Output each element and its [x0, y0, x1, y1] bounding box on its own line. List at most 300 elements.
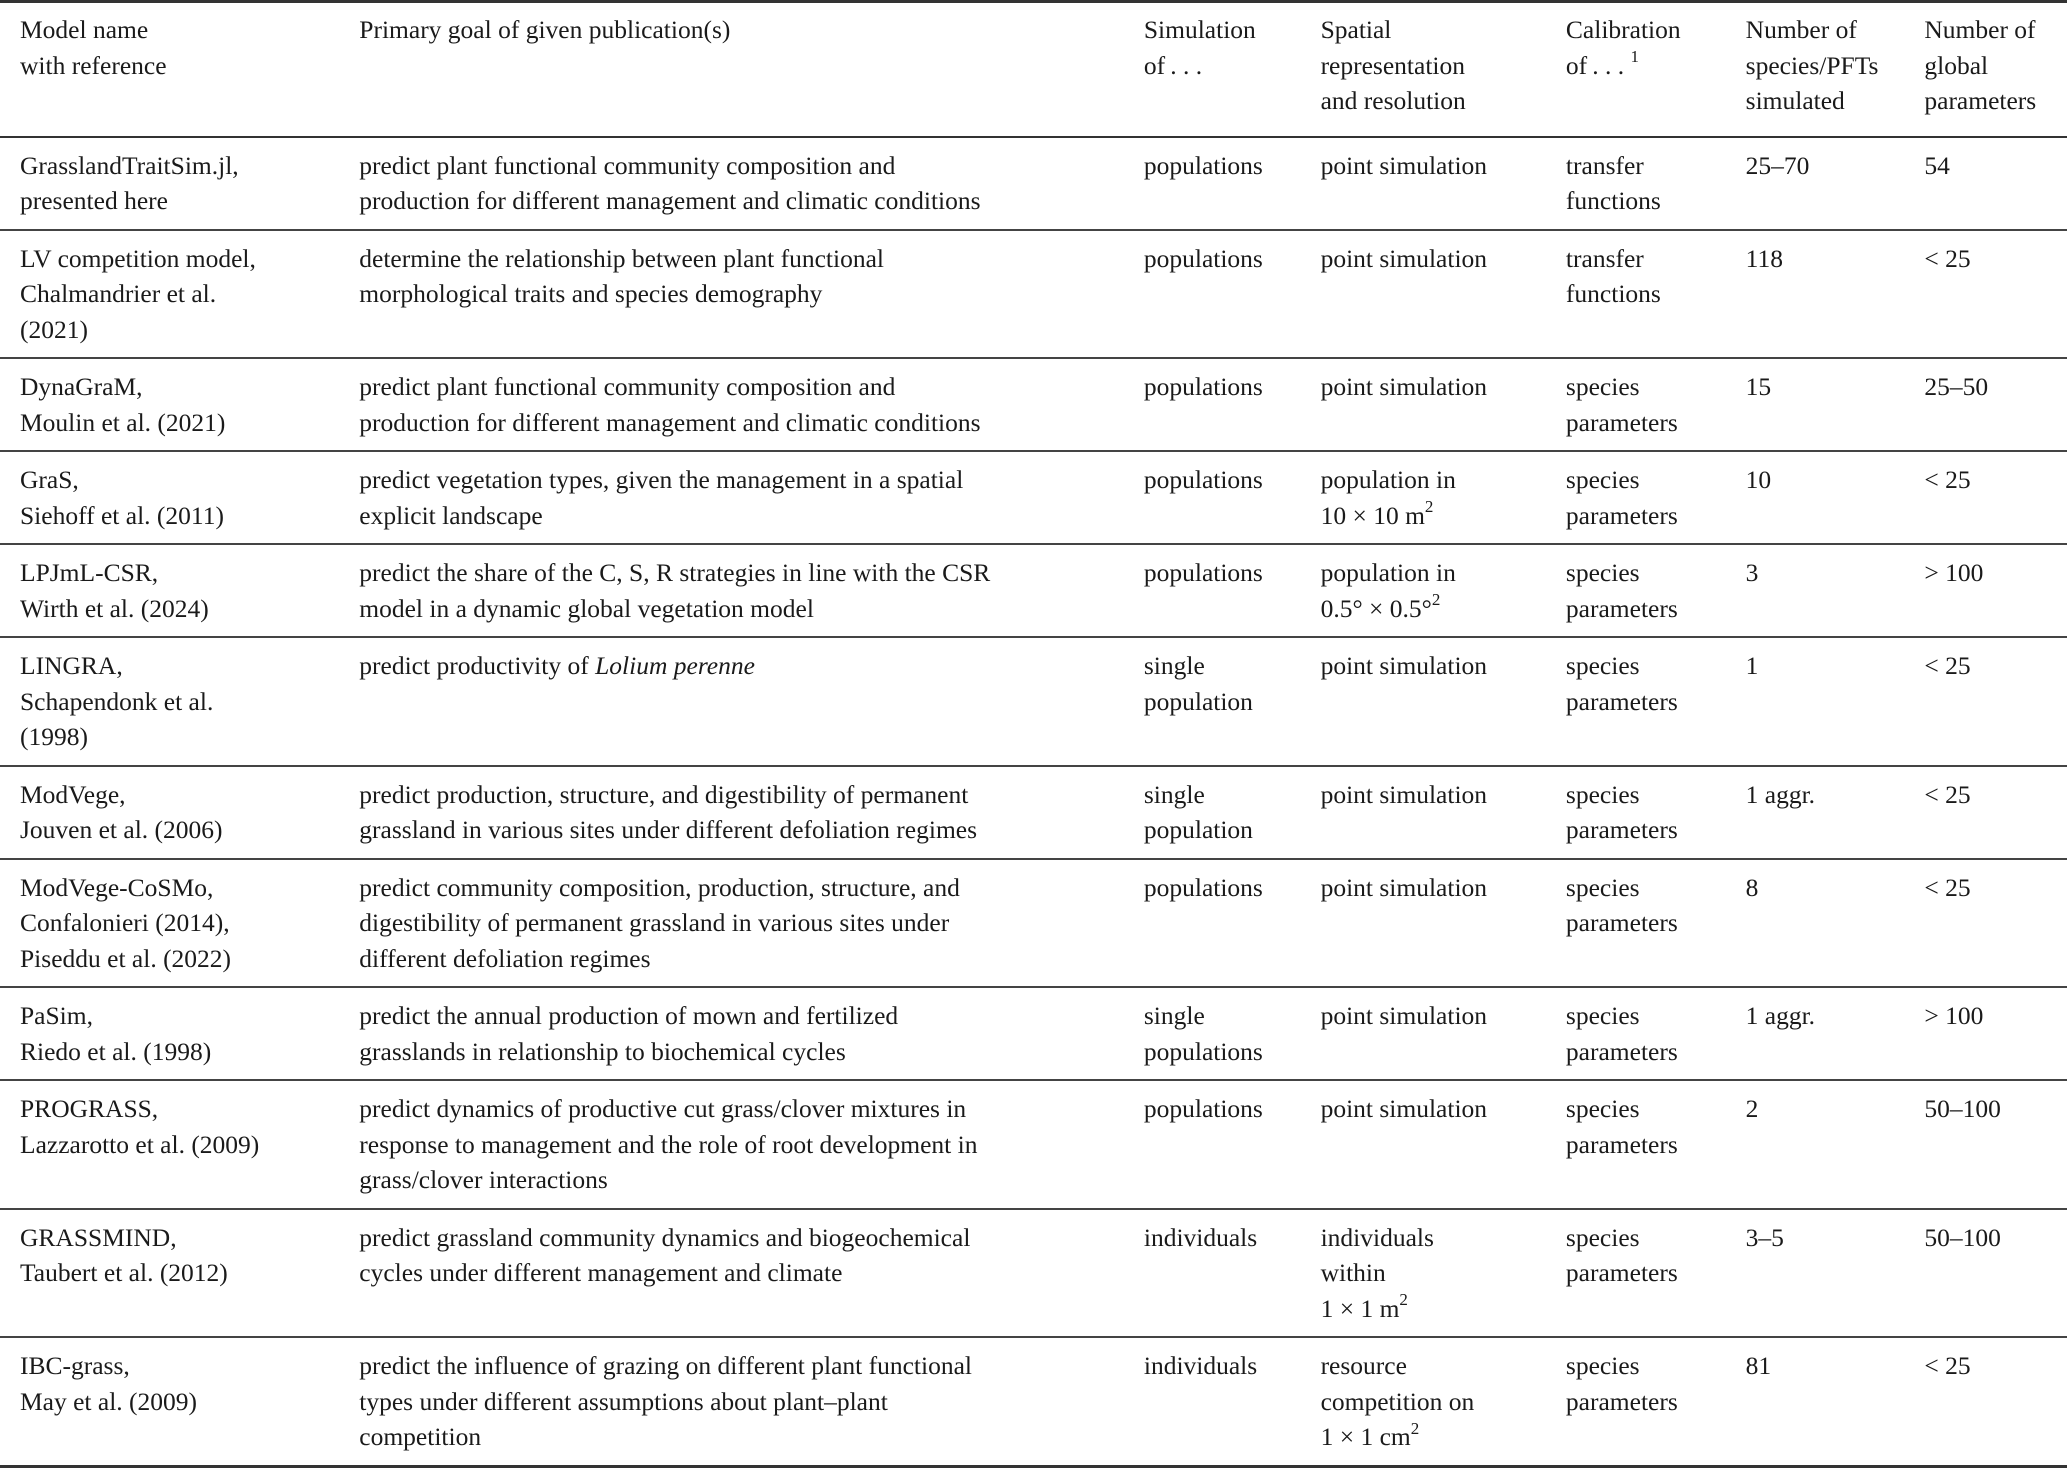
header-text: Number of — [1745, 15, 1857, 44]
cell-text: LINGRA, — [20, 651, 123, 680]
cell-line — [1566, 1255, 1726, 1291]
cell-model-name — [0, 451, 339, 544]
cell-text: point simulation — [1320, 1094, 1488, 1123]
cell-number-of-species: 25–70 — [1745, 150, 1810, 180]
cell-text: 10 × 10 m — [1320, 500, 1425, 530]
cell-text: grasslands in relationship to biochemical cycles — [359, 1036, 846, 1066]
cell-spatial-representation — [1301, 766, 1546, 859]
cell-number-of-species: 1 — [1745, 651, 1759, 680]
cell-text: point simulation — [1320, 372, 1488, 401]
superscript: 2 — [1424, 497, 1434, 516]
cell-spatial-representation — [1301, 637, 1546, 766]
cell-line — [1321, 1419, 1546, 1455]
table-row — [0, 1209, 2067, 1338]
header-line — [20, 12, 339, 48]
header-line — [359, 12, 1124, 48]
cell-text: ModVege-CoSMo, — [20, 872, 214, 902]
cell-calibration-of — [1546, 544, 1726, 637]
cell-simulation-of — [1124, 1209, 1301, 1338]
cell-text: transfer — [1565, 243, 1644, 273]
cell-text: 1 × 1 cm — [1320, 1422, 1411, 1451]
cell-line — [1566, 1034, 1726, 1070]
cell-line — [20, 1384, 339, 1420]
cell-text: populations — [1143, 872, 1263, 902]
header-text: Calibration — [1565, 15, 1681, 44]
cell-text: LPJmL-CSR, — [20, 558, 159, 587]
cell-line — [20, 498, 339, 534]
cell-text: population — [1143, 815, 1253, 844]
cell-simulation-of — [1124, 451, 1301, 544]
cell-line — [20, 1034, 339, 1070]
table-row — [0, 987, 2067, 1080]
cell-text: populations — [1143, 1036, 1263, 1066]
cell-model-name — [0, 987, 339, 1080]
cell-text: predict dynamics of productive cut grass/clover mixtures in — [359, 1094, 967, 1123]
cell-number-of-parameters: < 25 — [1924, 651, 1971, 680]
header-text: simulated — [1745, 86, 1845, 115]
cell-line — [359, 148, 1124, 184]
cell-line — [20, 719, 339, 755]
cell-line — [20, 405, 339, 441]
cell-line — [359, 1384, 1124, 1420]
cell-line — [1566, 555, 1726, 591]
cell-text: single — [1143, 779, 1205, 809]
cell-text: species — [1565, 1094, 1640, 1123]
cell-number-of-parameters: 25–50 — [1924, 372, 1989, 401]
cell-line — [1321, 241, 1546, 277]
cell-line — [1144, 684, 1301, 720]
cell-text: GraS, — [20, 465, 79, 494]
table-row — [0, 637, 2067, 766]
cell-line — [359, 241, 1124, 277]
cell-text: digestibility of permanent grassland in various sites under — [359, 908, 950, 937]
cell-line — [20, 998, 339, 1034]
cell-line — [359, 498, 1124, 534]
cell-line — [20, 684, 339, 720]
cell-line — [1321, 1091, 1546, 1127]
cell-text: resource — [1320, 1351, 1407, 1380]
cell-line — [1144, 1034, 1301, 1070]
cell-model-name — [0, 766, 339, 859]
cell-line — [359, 1127, 1124, 1163]
cell-line — [20, 183, 339, 219]
cell-line — [20, 777, 339, 813]
cell-text: IBC-grass, — [20, 1351, 130, 1380]
cell-text: populations — [1143, 558, 1263, 587]
cell-spatial-representation — [1301, 230, 1546, 359]
cell-text: within — [1320, 1258, 1386, 1287]
cell-text: 1 × 1 m — [1320, 1293, 1400, 1323]
cell-simulation-of — [1124, 1337, 1301, 1466]
header-text: representation — [1320, 50, 1465, 80]
cell-simulation-of — [1124, 637, 1301, 766]
cell-line — [20, 312, 339, 348]
cell-model-name — [0, 358, 339, 451]
cell-spatial-representation — [1301, 1337, 1546, 1466]
cell-text: competition — [359, 1422, 482, 1451]
header-number-of-species — [1726, 2, 1905, 137]
cell-text: parameters — [1565, 1386, 1678, 1416]
header-line — [1321, 12, 1546, 48]
cell-line — [359, 905, 1124, 941]
cell-line — [1566, 777, 1726, 813]
cell-line — [20, 812, 339, 848]
cell-line — [1566, 1384, 1726, 1420]
footnote-marker: 1 — [1630, 47, 1640, 66]
cell-line — [1566, 870, 1726, 906]
cell-calibration-of — [1546, 859, 1726, 988]
cell-text: LV competition model, — [20, 243, 256, 273]
cell-model-name — [0, 544, 339, 637]
cell-text: Confalonieri (2014), — [20, 908, 230, 937]
cell-spatial-representation — [1301, 859, 1546, 988]
cell-text: predict vegetation types, given the management in a spatial — [359, 465, 964, 494]
cell-line — [1566, 905, 1726, 941]
cell-line — [20, 941, 339, 977]
cell-line — [1321, 870, 1546, 906]
cell-number-of-species: 8 — [1745, 872, 1759, 902]
header-text: of . . . — [1565, 50, 1631, 80]
cell-line — [1321, 591, 1546, 627]
cell-line — [20, 1348, 339, 1384]
cell-text: Moulin et al. (2021) — [20, 407, 226, 437]
cell-line — [359, 462, 1124, 498]
cell-primary-goal — [339, 637, 1124, 766]
cell-line — [1566, 1348, 1726, 1384]
header-text: Spatial — [1320, 15, 1392, 44]
cell-line — [1321, 648, 1546, 684]
cell-line — [20, 1091, 339, 1127]
cell-number-of-species: 81 — [1745, 1351, 1772, 1380]
cell-line — [20, 1255, 339, 1291]
cell-number-of-parameters: < 25 — [1924, 872, 1971, 902]
cell-line — [1144, 777, 1301, 813]
cell-calibration-of — [1546, 1080, 1726, 1209]
header-line — [1321, 83, 1546, 119]
cell-line — [20, 462, 339, 498]
cell-number-of-species: 1 aggr. — [1745, 1001, 1816, 1030]
cell-text: species — [1565, 1001, 1640, 1030]
header-text: Simulation — [1143, 15, 1256, 44]
cell-model-name — [0, 859, 339, 988]
cell-text: functions — [1565, 186, 1661, 215]
cell-line — [20, 148, 339, 184]
cell-text: parameters — [1565, 593, 1678, 623]
cell-simulation-of — [1124, 544, 1301, 637]
cell-calibration-of — [1546, 766, 1726, 859]
header-line — [1144, 12, 1301, 48]
header-text: and resolution — [1320, 86, 1466, 115]
cell-simulation-of — [1124, 230, 1301, 359]
cell-line — [359, 1034, 1124, 1070]
cell-text: species — [1565, 872, 1640, 902]
cell-text: populations — [1143, 372, 1263, 401]
cell-text: determine the relationship between plant functional — [359, 243, 884, 273]
cell-text: predict plant functional community composition and — [359, 372, 896, 401]
cell-line — [359, 183, 1124, 219]
cell-line — [359, 1255, 1124, 1291]
header-model-name — [0, 2, 339, 137]
cell-line — [359, 591, 1124, 627]
cell-text: population in — [1320, 465, 1456, 494]
cell-model-name — [0, 1209, 339, 1338]
cell-text: Jouven et al. (2006) — [20, 815, 223, 844]
cell-text: species — [1565, 372, 1640, 401]
cell-primary-goal — [339, 451, 1124, 544]
cell-text: Riedo et al. (1998) — [20, 1036, 212, 1066]
header-line — [1746, 83, 1905, 119]
cell-line — [1144, 812, 1301, 848]
table-row — [0, 137, 2067, 230]
superscript: 2 — [1410, 1418, 1420, 1438]
cell-line — [1566, 183, 1726, 219]
header-text: species/PFTs — [1745, 50, 1879, 80]
cell-number-of-species: 1 aggr. — [1745, 779, 1816, 809]
cell-text: GrasslandTraitSim.jl, — [20, 150, 239, 180]
cell-line — [1321, 777, 1546, 813]
cell-line — [1321, 1255, 1546, 1291]
cell-text: parameters — [1565, 1036, 1678, 1066]
cell-text: GRASSMIND, — [20, 1222, 177, 1252]
header-text: Number of — [1924, 15, 2036, 44]
cell-text: predict the share of the C, S, R strategies in line with the CSR — [359, 558, 991, 587]
cell-primary-goal — [339, 137, 1124, 230]
cell-text: DynaGraM, — [20, 372, 143, 401]
header-line — [1924, 48, 2067, 84]
cell-primary-goal — [339, 544, 1124, 637]
cell-text: population — [1143, 686, 1253, 716]
cell-line — [359, 1220, 1124, 1256]
cell-text: grass/clover interactions — [359, 1165, 608, 1194]
cell-model-name — [0, 137, 339, 230]
cell-primary-goal — [339, 987, 1124, 1080]
header-primary-goal — [339, 2, 1124, 137]
cell-model-name — [0, 1080, 339, 1209]
cell-text: functions — [1565, 279, 1661, 308]
cell-primary-goal — [339, 1337, 1124, 1466]
cell-line — [1566, 498, 1726, 534]
cell-text: different defoliation regimes — [359, 943, 651, 973]
cell-line — [359, 812, 1124, 848]
cell-text: May et al. (2009) — [20, 1386, 198, 1416]
cell-text: predict productivity of — [359, 651, 596, 680]
cell-number-of-parameters: 50–100 — [1924, 1222, 2001, 1252]
cell-text: parameters — [1565, 1129, 1678, 1159]
cell-text: predict the influence of grazing on different plant functional — [359, 1351, 972, 1380]
cell-text: 0.5° × 0.5° — [1320, 593, 1432, 623]
cell-line — [1144, 998, 1301, 1034]
cell-line — [359, 1162, 1124, 1198]
cell-spatial-representation — [1301, 987, 1546, 1080]
cell-text: species — [1565, 779, 1640, 809]
cell-line — [1566, 1127, 1726, 1163]
cell-simulation-of — [1124, 987, 1301, 1080]
cell-spatial-representation — [1301, 137, 1546, 230]
table-row — [0, 358, 2067, 451]
cell-primary-goal — [339, 766, 1124, 859]
cell-number-of-species: 3–5 — [1745, 1222, 1784, 1252]
cell-text: predict plant functional community composition and — [359, 150, 896, 180]
cell-line — [20, 905, 339, 941]
cell-text: parameters — [1565, 407, 1678, 437]
cell-text: predict grassland community dynamics and biogeochemical — [359, 1222, 971, 1252]
header-text: Model name — [20, 15, 149, 44]
cell-text: grassland in various sites under different defoliation regimes — [359, 815, 978, 844]
cell-text: point simulation — [1320, 651, 1488, 680]
header-line — [1566, 48, 1726, 84]
header-spatial-representation — [1301, 2, 1546, 137]
cell-line — [359, 1348, 1124, 1384]
cell-line — [1321, 462, 1546, 498]
cell-text: point simulation — [1320, 872, 1488, 902]
cell-calibration-of — [1546, 358, 1726, 451]
cell-line — [1321, 1291, 1546, 1327]
cell-text: presented here — [20, 186, 168, 215]
cell-spatial-representation — [1301, 358, 1546, 451]
cell-model-name — [0, 637, 339, 766]
header-line — [1566, 12, 1726, 48]
cell-text: model in a dynamic global vegetation model — [359, 593, 814, 623]
cell-text: populations — [1143, 1094, 1263, 1123]
cell-spatial-representation — [1301, 1080, 1546, 1209]
table-body — [0, 137, 2067, 1467]
cell-line — [359, 1419, 1124, 1455]
cell-text: species — [1565, 1351, 1640, 1380]
cell-line — [20, 591, 339, 627]
cell-line — [359, 369, 1124, 405]
cell-line — [1144, 870, 1301, 906]
cell-calibration-of — [1546, 451, 1726, 544]
cell-number-of-species: 15 — [1745, 372, 1772, 401]
cell-spatial-representation — [1301, 544, 1546, 637]
header-row — [0, 2, 2067, 137]
cell-line — [1566, 591, 1726, 627]
cell-simulation-of — [1124, 1080, 1301, 1209]
cell-simulation-of — [1124, 766, 1301, 859]
cell-line — [1321, 369, 1546, 405]
header-line — [1924, 83, 2067, 119]
cell-line — [1144, 369, 1301, 405]
header-text: Primary goal of given publication(s) — [359, 15, 731, 44]
cell-primary-goal — [339, 859, 1124, 988]
cell-text: morphological traits and species demography — [359, 279, 823, 308]
header-text: global — [1924, 50, 1989, 80]
cell-line — [1566, 648, 1726, 684]
cell-line — [1566, 148, 1726, 184]
cell-line — [1321, 498, 1546, 534]
cell-number-of-parameters: < 25 — [1924, 465, 1971, 494]
cell-line — [1566, 276, 1726, 312]
cell-line — [20, 276, 339, 312]
cell-text: transfer — [1565, 150, 1644, 180]
cell-calibration-of — [1546, 230, 1726, 359]
cell-number-of-parameters: > 100 — [1924, 558, 1984, 587]
cell-line — [1144, 241, 1301, 277]
cell-text: species — [1565, 465, 1640, 494]
cell-text: Schapendonk et al. — [20, 686, 214, 716]
cell-line — [1321, 998, 1546, 1034]
cell-text: parameters — [1565, 1258, 1678, 1287]
cell-line — [1321, 555, 1546, 591]
cell-line — [1321, 1348, 1546, 1384]
cell-calibration-of — [1546, 1209, 1726, 1338]
cell-calibration-of — [1546, 137, 1726, 230]
header-number-of-parameters — [1904, 2, 2067, 137]
cell-line — [359, 1091, 1124, 1127]
cell-number-of-parameters: < 25 — [1924, 243, 1971, 273]
header-line — [1746, 48, 1905, 84]
cell-line — [1144, 148, 1301, 184]
cell-text: predict the annual production of mown and fertilized — [359, 1001, 899, 1030]
cell-text: (1998) — [20, 722, 88, 751]
cell-number-of-species: 118 — [1745, 243, 1783, 273]
cell-text: single — [1143, 1001, 1205, 1030]
cell-text: (2021) — [20, 314, 88, 344]
cell-text: production for different management and climatic conditions — [359, 407, 981, 437]
cell-text: parameters — [1565, 908, 1678, 937]
cell-text: species — [1565, 558, 1640, 587]
table-row — [0, 1337, 2067, 1466]
cell-calibration-of — [1546, 1337, 1726, 1466]
cell-number-of-parameters: > 100 — [1924, 1001, 1984, 1030]
cell-text: competition on — [1320, 1386, 1475, 1416]
header-calibration-of — [1546, 2, 1726, 137]
cell-text: Wirth et al. (2024) — [20, 593, 209, 623]
cell-line — [1144, 555, 1301, 591]
cell-text: types under different assumptions about plant–plant — [359, 1386, 888, 1416]
table-row — [0, 1080, 2067, 1209]
cell-line — [20, 1127, 339, 1163]
cell-line — [20, 648, 339, 684]
cell-calibration-of — [1546, 637, 1726, 766]
cell-number-of-species: 2 — [1745, 1094, 1759, 1123]
header-line — [1746, 12, 1905, 48]
cell-text: Lazzarotto et al. (2009) — [20, 1129, 260, 1159]
cell-text: PROGRASS, — [20, 1094, 159, 1123]
cell-text: PaSim, — [20, 1001, 93, 1030]
header-line — [1144, 48, 1301, 84]
cell-text: species — [1565, 1222, 1640, 1252]
cell-number-of-parameters: 54 — [1924, 150, 1950, 180]
cell-line — [1144, 462, 1301, 498]
cell-line — [1566, 241, 1726, 277]
cell-line — [20, 241, 339, 277]
cell-line — [1566, 812, 1726, 848]
cell-line — [1566, 998, 1726, 1034]
cell-model-name — [0, 230, 339, 359]
cell-line — [1566, 405, 1726, 441]
cell-line — [359, 998, 1124, 1034]
cell-line — [1566, 1091, 1726, 1127]
cell-primary-goal — [339, 230, 1124, 359]
header-line — [1924, 12, 2067, 48]
cell-line — [1321, 148, 1546, 184]
cell-text: parameters — [1565, 815, 1678, 844]
cell-simulation-of — [1124, 358, 1301, 451]
cell-text: population in — [1320, 558, 1456, 587]
cell-spatial-representation — [1301, 1209, 1546, 1338]
table-row — [0, 230, 2067, 359]
cell-text: Chalmandrier et al. — [20, 279, 217, 308]
cell-text: populations — [1143, 243, 1263, 273]
cell-number-of-species: 3 — [1745, 558, 1759, 587]
cell-text: cycles under different management and climate — [359, 1258, 843, 1287]
cell-line — [20, 555, 339, 591]
cell-primary-goal — [339, 1209, 1124, 1338]
header-text: with reference — [20, 50, 167, 80]
cell-text: point simulation — [1320, 779, 1488, 809]
cell-text: predict community composition, production, structure, and — [359, 872, 960, 902]
